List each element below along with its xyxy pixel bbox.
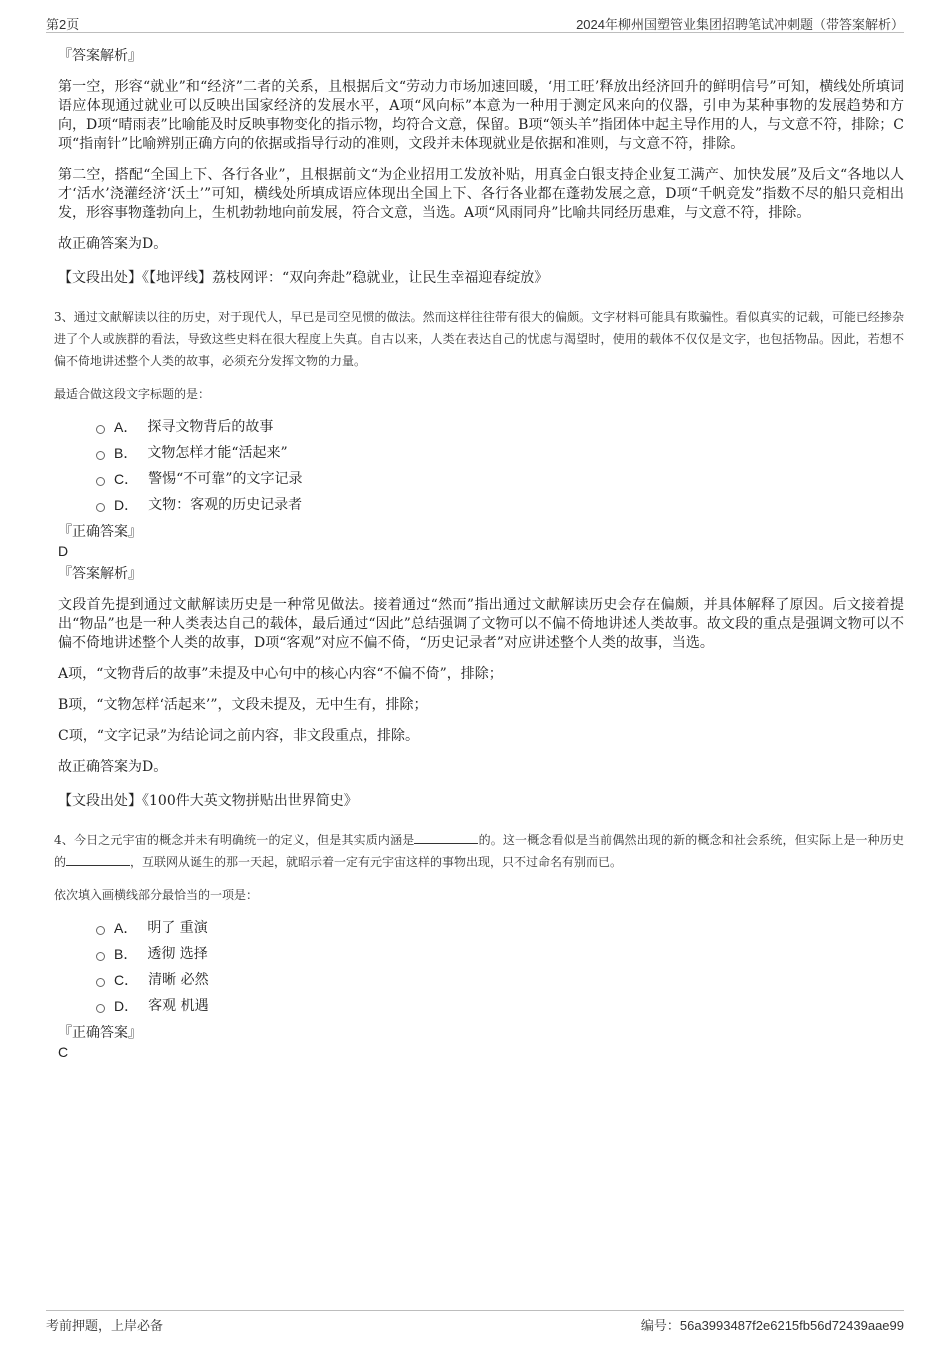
document-serial: 编号：56a3993487f2e6215fb56d72439aae99: [640, 1318, 904, 1333]
option-text: 客观 机遇: [148, 998, 209, 1014]
page-header: [46, 12, 904, 33]
correct-answer-label: 『正确答案』: [58, 1025, 142, 1041]
option-text: 警惕“不可靠”的文字记录: [148, 471, 303, 487]
question-4-options: [46, 915, 904, 1019]
analysis-option-b: B项，“文物怎样‘活起来’”，文段未提及，无中生有，排除；: [58, 697, 428, 713]
analysis-paragraph: 第一空，形容“就业”和“经济”二者的关系，且根据后文“劳动力市场加速回暖，‘用工旺’释放出经济回升的鲜明信号”可知，横线处所填词语应体现通过就业可以反映出国家经济的发展水平，A项“风向标”本意为一种用于测定风来向的仪器，引申为某种事物的发展趋势和方向，D项“晴雨表”比喻能及时反映事物变化的指示物，均符合文意，保留。B项“领头羊”指团体中起主导作用的人，与文意不符，排除；C项“指南针”比喻辨别正确方向的依据或指导行动的准则，文段并未体现就业是依据和准则，与文意不符，排除。: [58, 79, 904, 152]
radio-icon[interactable]: [96, 1004, 105, 1013]
q3-answer: [46, 522, 904, 811]
analysis-label: 『答案解析』: [58, 566, 142, 582]
analysis-paragraph: 文段首先提到通过文献解读历史是一种常见做法。接着通过“然而”指出通过文献解读历史会存在偏颇，并具体解释了原因。后文接着提出“物品”也是一种人类表达自己的载体，最后通过“因此”总结强调了文物可以不偏不倚地讲述人类故事。故文段的重点是强调文物可以不偏不倚地讲述整个人类的故事，D项“客观”对应不偏不倚，“历史记录者”对应讲述整个人类的故事，当选。: [58, 597, 904, 651]
option-c[interactable]: [96, 967, 904, 993]
analysis-conclusion: 故正确答案为D。: [58, 759, 168, 775]
option-letter: A．: [114, 920, 138, 936]
footer-slogan: 考前押题，上岸必备: [46, 1318, 164, 1333]
correct-answer-value: D: [58, 543, 69, 559]
radio-icon[interactable]: [96, 503, 105, 512]
option-text: 文物怎样才能“活起来”: [147, 445, 288, 461]
radio-icon[interactable]: [96, 477, 105, 486]
radio-icon[interactable]: [96, 978, 105, 987]
q2-analysis: [46, 46, 904, 288]
option-letter: A．: [114, 419, 138, 435]
option-text: 透彻 选择: [147, 946, 208, 962]
option-letter: C．: [114, 471, 139, 487]
option-b[interactable]: [96, 941, 904, 967]
radio-icon[interactable]: [96, 451, 105, 460]
passage-source: 【文段出处】《100件大英文物拼贴出世界简史》: [58, 793, 358, 809]
correct-answer-value: C: [58, 1044, 69, 1060]
option-text: 明了 重演: [147, 920, 208, 936]
question-4-stem: [46, 829, 904, 873]
option-d[interactable]: [96, 492, 904, 518]
option-letter: B．: [114, 445, 138, 461]
radio-icon[interactable]: [96, 952, 105, 961]
analysis-option-a: A项，“文物背后的故事”未提及中心句中的核心内容“不偏不倚”，排除；: [58, 666, 503, 682]
analysis-option-c: C项，“文字记录”为结论词之前内容，非文段重点，排除。: [58, 728, 420, 744]
option-a[interactable]: [96, 414, 904, 440]
page-number: 第2页: [46, 17, 80, 32]
option-letter: C．: [114, 972, 139, 988]
page-content: [46, 40, 904, 1061]
correct-answer-label: 『正确答案』: [58, 524, 142, 540]
page-footer: [46, 1310, 904, 1333]
option-a[interactable]: [96, 915, 904, 941]
fill-blank: [414, 831, 478, 844]
analysis-paragraph: 第二空，搭配“全国上下、各行各业”，且根据前文“为企业招用工发放补贴，用真金白银支持企业复工满产、加快发展”及后文“各地以人才‘活水’浇灌经济‘沃土’”可知，横线处所填成语应体现出全国上下、各行各业都在蓬勃发展之意，D项“千帆竞发”指数不尽的船只竞相出发，形容事物蓬勃向上，生机勃勃地向前发展，符合文意，当选。A项“风雨同舟”比喻共同经历患难，与文意不符，排除。: [58, 167, 904, 221]
analysis-label: 『答案解析』: [58, 48, 142, 64]
fill-blank: [66, 853, 130, 866]
passage-source: 【文段出处】《【地评线】荔枝网评：“双向奔赴”稳就业，让民生幸福迎春绽放》: [58, 270, 549, 286]
question-3-prompt: 最适合做这段文字标题的是：: [54, 387, 211, 401]
analysis-conclusion: 故正确答案为D。: [58, 236, 168, 252]
stem-text: ，互联网从诞生的那一天起，就昭示着一定有元宇宙这样的事物出现，只不过命名有别而已。: [130, 855, 623, 869]
question-3-stem: 3、通过文献解读以往的历史，对于现代人，早已是司空见惯的做法。然而这样往往带有很大的偏颇。文字材料可能具有欺骗性。看似真实的记载，可能已经掺杂进了个人或族群的看法，导致这些史料在很大程度上失真。自古以来，人类在表达自己的忧虑与渴望时，使用的载体不仅仅是文字，也包括物品。因此，若想不偏不倚地讲述整个人类的故事，必须充分发挥文物的力量。: [54, 310, 904, 368]
stem-text: 4、今日之元宇宙的概念并未有明确统一的定义，但是其实质内涵是: [54, 833, 415, 847]
option-text: 探寻文物背后的故事: [147, 419, 274, 435]
option-b[interactable]: [96, 440, 904, 466]
question-3-options: [46, 414, 904, 518]
option-letter: B．: [114, 946, 138, 962]
q4-answer: [46, 1023, 904, 1061]
option-c[interactable]: [96, 466, 904, 492]
question-4-prompt: 依次填入画横线部分最恰当的一项是：: [54, 888, 259, 902]
stem-text: 的。这一概念看似是当前偶然出现的新的概念和社会系统，但实际上是一种历史的: [54, 833, 904, 869]
radio-icon[interactable]: [96, 926, 105, 935]
option-d[interactable]: [96, 993, 904, 1019]
document-title: 2024年柳州国塑管业集团招聘笔试冲刺题（带答案解析）: [576, 17, 904, 32]
option-letter: D．: [114, 497, 139, 513]
option-letter: D．: [114, 998, 139, 1014]
option-text: 清晰 必然: [148, 972, 209, 988]
option-text: 文物：客观的历史记录者: [148, 497, 303, 513]
radio-icon[interactable]: [96, 425, 105, 434]
